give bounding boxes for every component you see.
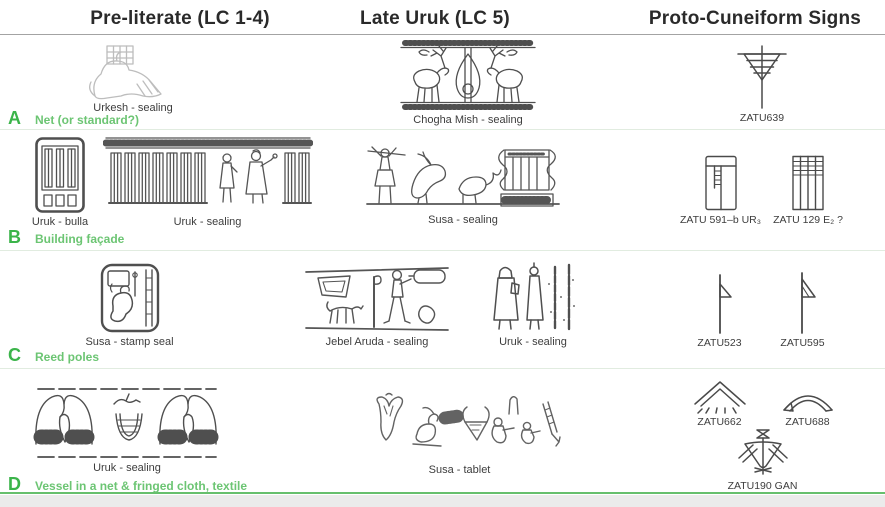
caption-uruk-bulla: Uruk - bulla [31, 216, 89, 228]
row-description-c: Reed poles [35, 350, 100, 364]
caption-susa-tablet: Susa - tablet [428, 464, 491, 476]
column-header-proto-cuneiform: Proto-Cuneiform Signs [648, 8, 862, 29]
sign-zatu662 [689, 378, 751, 414]
figure-cell-jebel-aruda-sealing [292, 264, 462, 348]
row-description-d: Vessel in a net & fringed cloth, textile [35, 479, 248, 493]
figure-cell-zatu662 [682, 378, 757, 428]
caption-urkesh-sealing: Urkesh - sealing [93, 102, 173, 114]
caption-zatu662: ZATU662 [697, 416, 742, 428]
row-separator-b-c [0, 250, 885, 251]
header-separator-line [0, 34, 885, 35]
row-description-a: Net (or standard?) [35, 113, 140, 127]
drawing-chogha-mish-sealing [389, 38, 547, 112]
figure-cell-susa-stamp-seal [82, 262, 177, 348]
row-label-b [8, 228, 124, 246]
sign-zatu129 [790, 154, 826, 212]
caption-uruk-sealing-figures: Uruk - sealing [499, 336, 567, 348]
drawing-uruk-sealing-textile [32, 386, 222, 460]
caption-zatu688: ZATU688 [785, 416, 830, 428]
figure-cell-zatu190-gan [720, 428, 805, 492]
row-letter-b: B [8, 227, 21, 247]
figure-cell-chogha-mish-sealing [383, 38, 553, 126]
figure-cell-zatu523 [682, 273, 757, 349]
caption-uruk-sealing-textile: Uruk - sealing [93, 462, 161, 474]
sign-zatu591 [703, 154, 739, 212]
caption-zatu639: ZATU639 [739, 112, 785, 124]
caption-uruk-sealing-facade: Uruk - sealing [173, 216, 242, 228]
drawing-susa-stamp-seal [99, 262, 161, 334]
sign-zatu688 [778, 384, 838, 414]
figure-cell-uruk-sealing-figures [478, 262, 588, 348]
figure-cell-uruk-sealing-textile [32, 386, 222, 474]
caption-susa-sealing: Susa - sealing [428, 214, 498, 226]
drawing-urkesh-sealing [77, 44, 189, 100]
row-separator-c-d [0, 368, 885, 369]
figure-cell-uruk-bulla [25, 136, 95, 228]
sign-zatu595 [788, 271, 818, 335]
figure-cell-urkesh-sealing [58, 44, 208, 114]
figure-cell-zatu688 [770, 384, 845, 428]
caption-susa-stamp-seal: Susa - stamp seal [85, 336, 174, 348]
drawing-uruk-sealing-figures [489, 262, 577, 334]
bottom-gray-strip [0, 495, 885, 507]
sign-zatu523 [706, 273, 734, 335]
caption-zatu595: ZATU595 [780, 337, 825, 349]
sign-zatu639 [734, 44, 790, 110]
figure-cell-uruk-sealing-facade [100, 136, 315, 228]
caption-zatu523: ZATU523 [697, 337, 742, 349]
row-letter-c: C [8, 345, 21, 365]
row-label-c [8, 346, 99, 364]
caption-zatu190-gan: ZATU190 GAN [727, 480, 798, 492]
figure-cell-zatu129 [758, 154, 858, 226]
column-header-late-uruk: Late Uruk (LC 5) [360, 8, 510, 29]
figure-cell-susa-sealing [358, 142, 568, 226]
row-description-b: Building façade [35, 232, 125, 246]
drawing-uruk-sealing-facade [103, 136, 313, 214]
sign-zatu190-gan [731, 428, 795, 478]
row-separator-a-b [0, 129, 885, 130]
row-letter-d: D [8, 474, 21, 494]
caption-zatu591: ZATU 591–b UR₃ [679, 214, 762, 226]
column-header-pre-literate: Pre-literate (LC 1-4) [90, 8, 270, 29]
caption-jebel-aruda-sealing: Jebel Aruda - sealing [325, 336, 429, 348]
drawing-jebel-aruda-sealing [302, 264, 452, 334]
drawing-susa-sealing [363, 142, 563, 212]
drawing-uruk-bulla [34, 136, 86, 214]
caption-zatu129: ZATU 129 E₂ ? [773, 214, 843, 226]
figure-cell-zatu639 [712, 44, 812, 124]
figure-cell-susa-tablet [352, 392, 567, 476]
row-letter-a: A [8, 108, 21, 128]
row-label-a [8, 109, 139, 127]
drawing-susa-tablet [357, 392, 562, 462]
caption-chogha-mish-sealing: Chogha Mish - sealing [413, 114, 523, 126]
row-label-d [8, 475, 247, 493]
figure-cell-zatu595 [765, 271, 840, 349]
